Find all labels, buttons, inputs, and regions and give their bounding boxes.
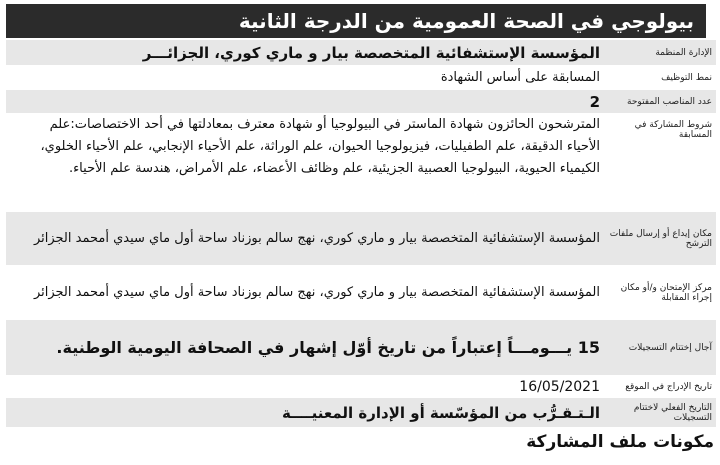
row-label: شروط المشاركة في المسابقة bbox=[634, 120, 712, 140]
row-value: المؤسسة الإستشفائية المتخصصة بيار و ماري كوري، نهج سالم بوزناد ساحة أول ماي سيدي أمحمد الجزائر bbox=[33, 230, 600, 246]
table-row-recruitment-type bbox=[6, 66, 716, 90]
row-label: التاريخ الفعلي لاختتام التسجيلات bbox=[633, 402, 712, 423]
table-row-actual-closing-date bbox=[6, 398, 716, 428]
table-row-organizing-admin bbox=[6, 40, 716, 66]
table-row-application-address bbox=[6, 212, 716, 266]
page-title: بيولوجي في الصحة العمومية من الدرجة الثانية bbox=[6, 4, 706, 38]
table-row-eligibility-conditions bbox=[6, 114, 716, 212]
posting-details-table bbox=[6, 40, 716, 428]
row-value: المؤسسة الإستشفائية المتخصصة بيار و ماري كوري، نهج سالم بوزناد ساحة أول ماي سيدي أمحمد الجزائر bbox=[33, 284, 600, 300]
row-value: 16/05/2021 bbox=[519, 378, 600, 395]
row-value: الـتـقـرُّب من المؤسّسة أو الإدارة المعنيــــة bbox=[282, 403, 600, 422]
row-label: آجال إختتام التسجيلات bbox=[628, 342, 712, 353]
row-label: نمط التوظيف bbox=[661, 72, 712, 83]
table-row-exam-center bbox=[6, 266, 716, 320]
row-label: الإدارة المنظمة bbox=[655, 47, 712, 58]
section-title-application-file: مكونات ملف المشاركة bbox=[526, 432, 714, 452]
row-label: مكان إيداع أو إرسال ملفات الترشح bbox=[609, 228, 712, 249]
row-value: 15 يـــومـــاً إعتباراً من تاريخ أوّل إشهار في الصحافة اليومية الوطنية. bbox=[56, 337, 600, 357]
table-row-registration-deadline bbox=[6, 320, 716, 376]
table-row-open-positions bbox=[6, 90, 716, 114]
row-value: المترشحون الحائزون شهادة الماستر في البيولوجيا أو شهادة معترف بمعادلتها في أحد الاختصاصات:علم الأحياء الدقيقة، علم الطفيليات، فيزيولوجيا الحيوان، علم الوراثة، علم الأحياء الإنجابي، علم الأحياء الخلوي، الكيمياء الحيوية، البيولوجيا العصبية الجزيئية، علم وظائف الأعضاء، علم الأمراض، هندسة علم الأحياء. bbox=[40, 117, 600, 176]
row-label: مركز الإمتحان و/أو مكان إجراء المقابلة bbox=[620, 282, 712, 303]
row-value: المؤسسة الإستشفائية المتخصصة بيار و ماري كوري، الجزائـــر bbox=[142, 43, 600, 62]
row-value: المسابقة على أساس الشهادة bbox=[440, 69, 600, 85]
table-row-posting-date bbox=[6, 376, 716, 398]
row-label: عدد المناصب المفتوحة bbox=[627, 96, 712, 107]
row-value: 2 bbox=[589, 92, 600, 111]
row-label: تاريخ الإدراج في الموقع bbox=[625, 381, 712, 392]
